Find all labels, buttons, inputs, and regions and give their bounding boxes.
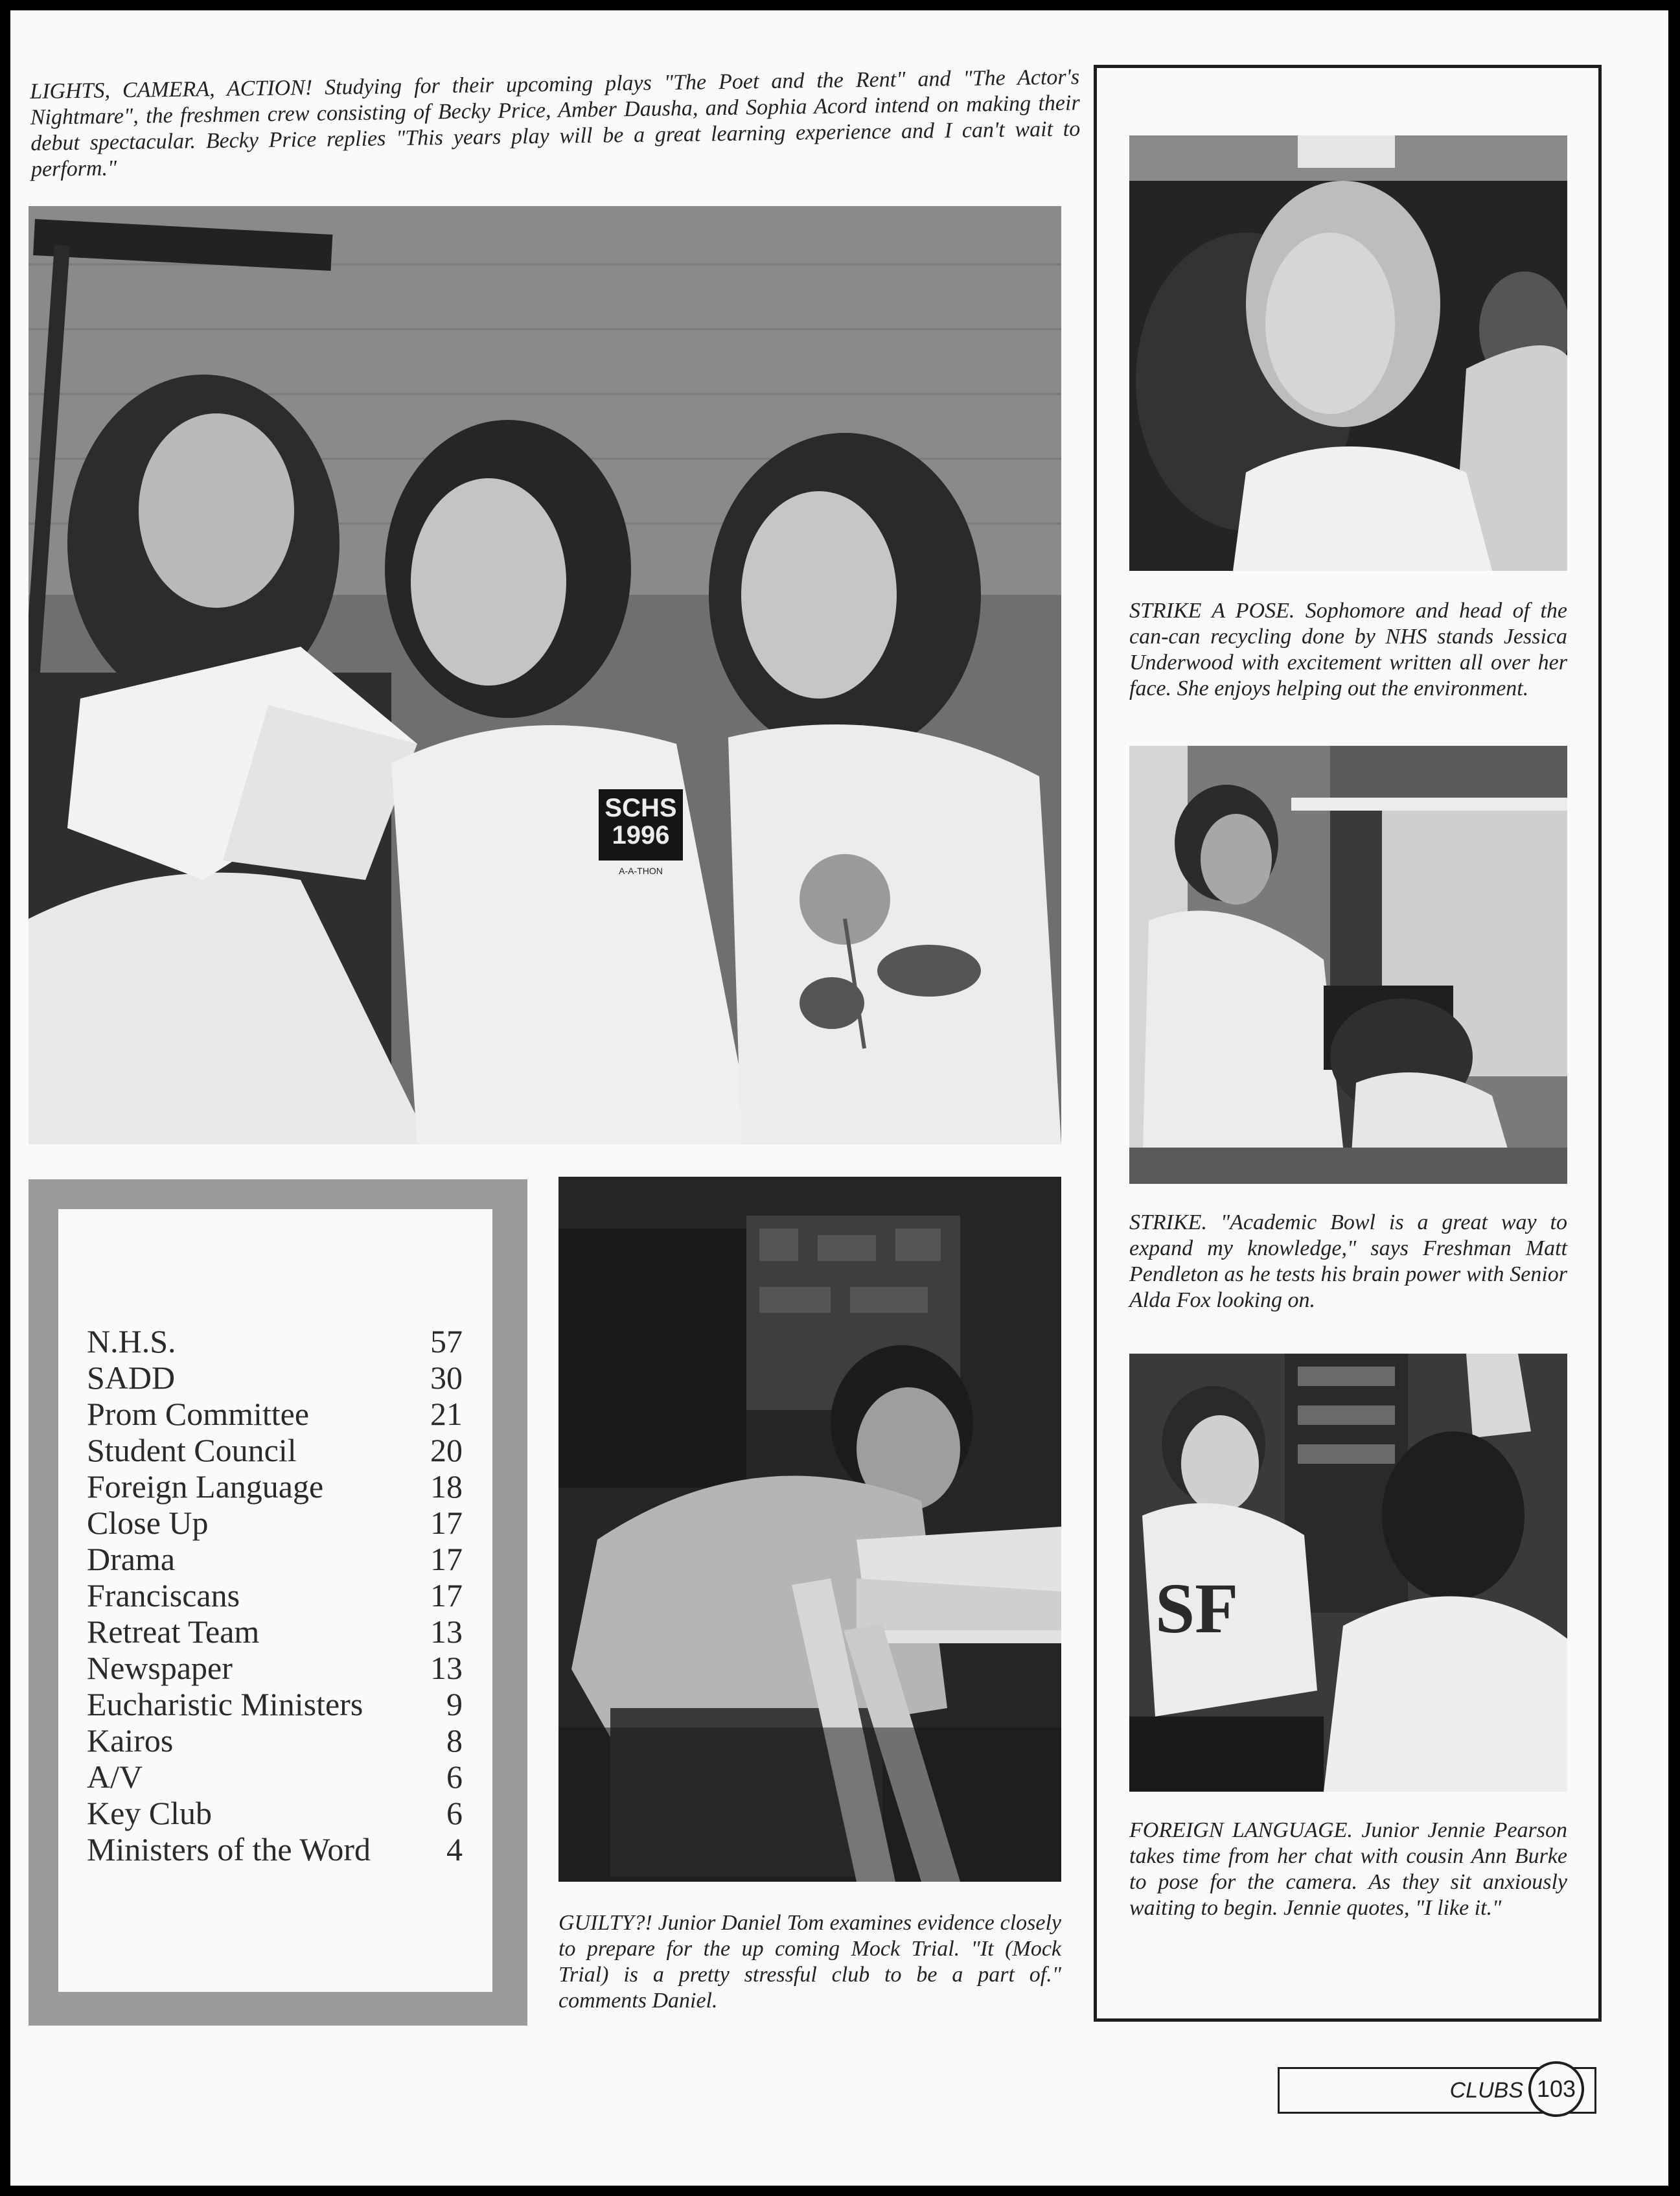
membership-row <box>87 1759 463 1795</box>
yearbook-page <box>10 10 1668 2186</box>
club-name: Student Council <box>87 1432 297 1468</box>
club-member-count: 30 <box>430 1359 463 1396</box>
membership-row <box>87 1795 463 1831</box>
club-member-count: 18 <box>430 1468 463 1505</box>
shirt-print-subtext: A-A-THON <box>619 866 663 876</box>
club-name: Retreat Team <box>87 1613 260 1650</box>
sweatshirt-letters: SF <box>1155 1569 1239 1648</box>
section-label: CLUBS <box>1449 2078 1523 2103</box>
club-member-count: 13 <box>430 1613 463 1650</box>
club-name: Kairos <box>87 1722 174 1759</box>
club-name: Foreign Language <box>87 1468 324 1505</box>
club-member-count: 17 <box>430 1577 463 1613</box>
membership-row <box>87 1577 463 1613</box>
membership-row <box>87 1613 463 1650</box>
club-name: N.H.S. <box>87 1323 176 1359</box>
photo-three-students-reading <box>29 206 1061 1144</box>
club-member-count: 17 <box>430 1541 463 1577</box>
photo-jessica-underwood <box>1129 135 1567 571</box>
club-name: A/V <box>87 1759 143 1795</box>
club-member-count: 21 <box>430 1396 463 1432</box>
membership-row <box>87 1686 463 1722</box>
membership-box <box>29 1179 527 2026</box>
club-member-count: 6 <box>446 1759 463 1795</box>
membership-list <box>58 1209 492 1992</box>
page-number: 103 <box>1528 2061 1584 2117</box>
membership-row <box>87 1432 463 1468</box>
membership-row <box>87 1505 463 1541</box>
photo-academic-bowl <box>1129 746 1567 1184</box>
membership-row <box>87 1396 463 1432</box>
club-member-count: 20 <box>430 1432 463 1468</box>
club-name: Close Up <box>87 1505 209 1541</box>
club-member-count: 8 <box>446 1722 463 1759</box>
membership-row <box>87 1831 463 1867</box>
club-member-count: 9 <box>446 1686 463 1722</box>
club-member-count: 4 <box>446 1831 463 1867</box>
caption-guilty: GUILTY?! Junior Daniel Tom examines evidence closely to prepare for the up coming Mock Trial. "It (Mock Trial) is a pretty stressful club to be a part of." comments Daniel. <box>558 1911 1061 2013</box>
membership-row <box>87 1468 463 1505</box>
membership-row <box>87 1722 463 1759</box>
club-member-count: 13 <box>430 1650 463 1686</box>
page-folio <box>1278 2067 1596 2114</box>
photo-foreign-language <box>1129 1354 1567 1792</box>
club-member-count: 17 <box>430 1505 463 1541</box>
club-name: Eucharistic Ministers <box>87 1686 363 1722</box>
caption-foreign-language: FOREIGN LANGUAGE. Junior Jennie Pearson takes time from her chat with cousin Ann Burke to pose for the camera. As they sit anxiously waiting to begin. Jennie quotes, "I like it." <box>1129 1818 1567 1920</box>
club-name: Key Club <box>87 1795 213 1831</box>
club-member-count: 6 <box>446 1795 463 1831</box>
membership-row <box>87 1323 463 1359</box>
photo-mock-trial-student <box>558 1177 1061 1882</box>
caption-lights-camera-action: LIGHTS, CAMERA, ACTION! Studying for their upcoming plays "The Poet and the Rent" and "The Actor's Nightmare", the freshmen crew consisting of Becky Price, Amber Dausha, and Sophia Acord intend on making their debut spectacular. Becky Price replies "This years play will be a great learning experience and I can't wait to perform." <box>30 65 1081 181</box>
club-member-count: 57 <box>430 1323 463 1359</box>
shirt-print-text: SCHS 1996 <box>604 794 677 850</box>
club-name: Prom Committee <box>87 1396 310 1432</box>
membership-row <box>87 1650 463 1686</box>
membership-row <box>87 1359 463 1396</box>
club-name: Drama <box>87 1541 176 1577</box>
club-name: SADD <box>87 1359 176 1396</box>
club-name: Ministers of the Word <box>87 1831 371 1867</box>
caption-strike: STRIKE. "Academic Bowl is a great way to expand my knowledge," says Freshman Matt Pendleton as he tests his brain power with Senior Alda Fox looking on. <box>1129 1210 1567 1312</box>
caption-strike-a-pose: STRIKE A POSE. Sophomore and head of the can-can recycling done by NHS stands Jessica Underwood with excitement written all over her face. She enjoys helping out the environment. <box>1129 599 1567 700</box>
club-name: Newspaper <box>87 1650 233 1686</box>
right-photo-panel <box>1094 65 1602 2022</box>
club-name: Franciscans <box>87 1577 240 1613</box>
membership-row <box>87 1541 463 1577</box>
